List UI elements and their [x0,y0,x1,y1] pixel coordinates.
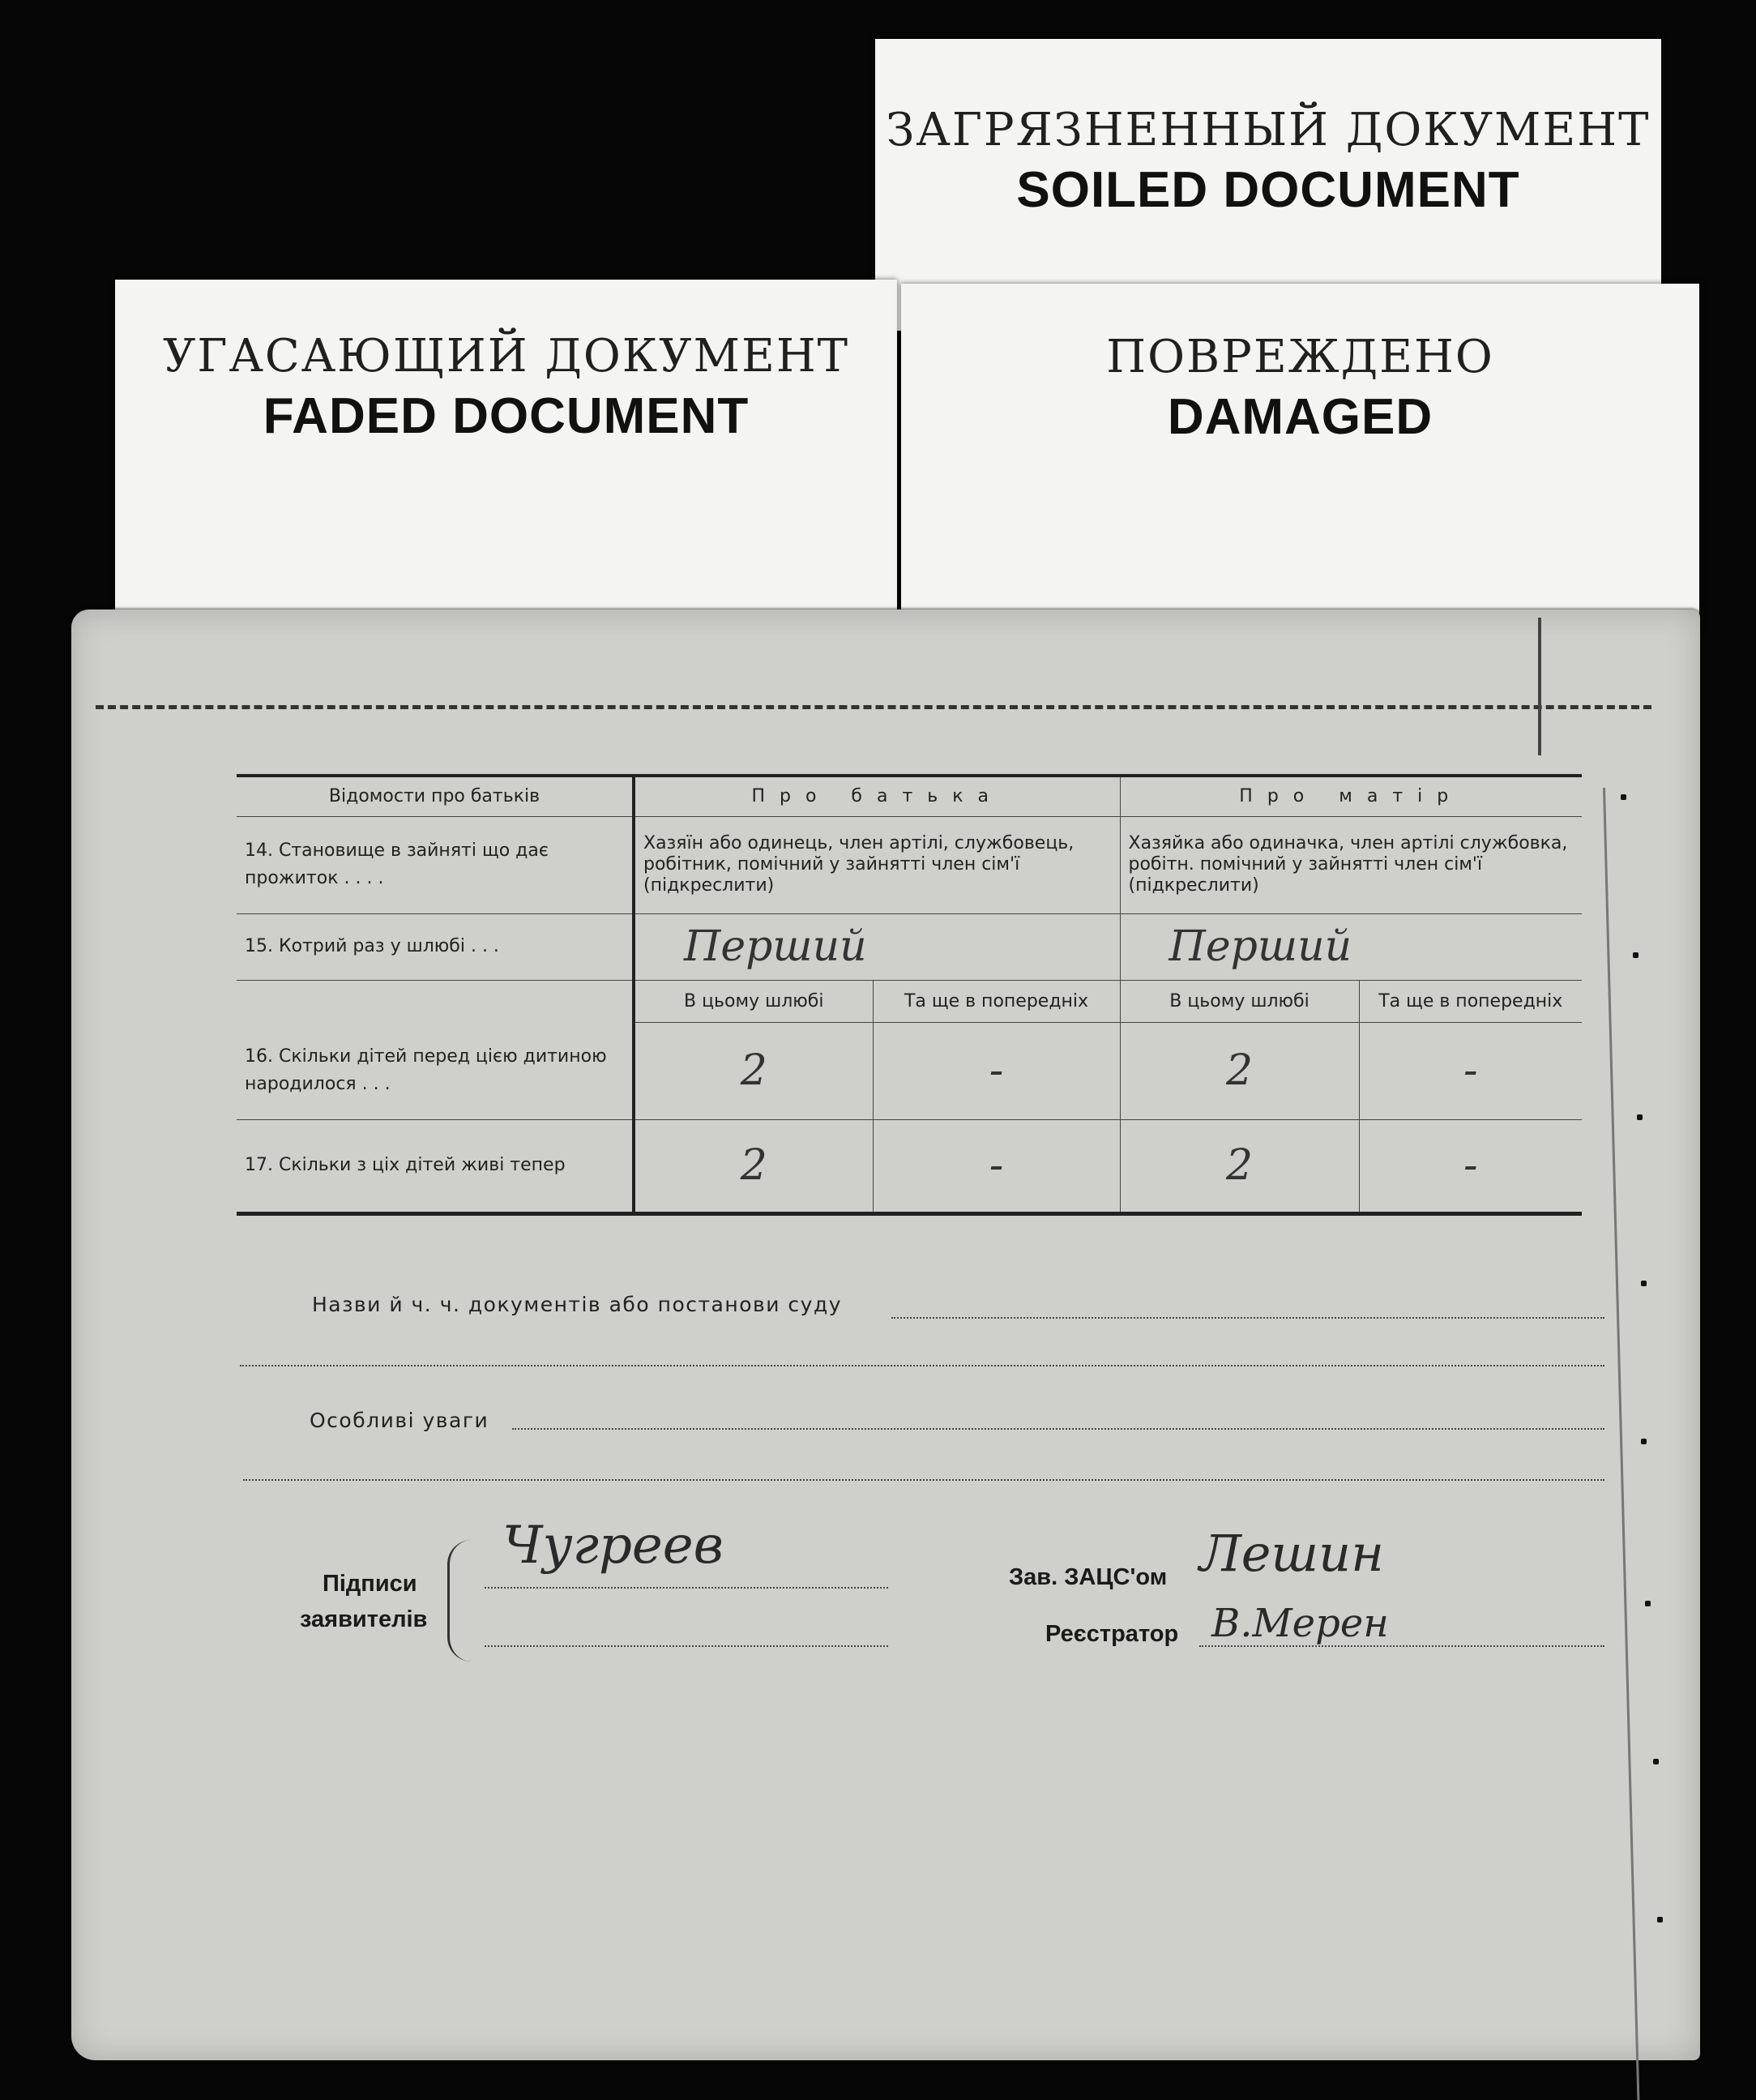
table-row [237,816,1582,913]
subheader-mother-prev: Та ще в попередніх [1359,980,1582,1022]
applicants-label-1: Підписи [323,1571,417,1597]
subheader-father-prev: Та ще в попередніх [873,980,1120,1022]
faded-notice-en: FADED DOCUMENT [263,388,750,444]
applicants-brace [447,1540,477,1662]
head-zags-label: Зав. ЗАЦС'ом [1009,1564,1168,1590]
faded-document-notice [115,280,897,636]
row17-mother-prev: - [1359,1119,1582,1213]
remarks-line-2 [243,1479,1604,1481]
registrar-signature: В.Мерен [1211,1601,1389,1646]
row17-father-this: 2 [634,1119,873,1213]
damaged-document-notice [901,284,1699,632]
row16-father-this: 2 [634,1022,873,1119]
subheader-blank [237,980,634,1022]
soiled-notice-en: SOILED DOCUMENT [1016,162,1520,218]
table-row [237,1022,1582,1119]
table-subheader-row [237,980,1582,1022]
header-father: Про батька [634,776,1120,816]
documents-label: Назви й ч. ч. документів або постанови суду [312,1293,843,1316]
row15-mother-value: Перший [1120,913,1582,980]
margin-mark [1633,952,1639,958]
row14-mother-options: Хазяйка або одиначка, член артілі службовка, робітн. помічний у зайнятті член сім'ї (підкреслити) [1120,816,1582,913]
row16-father-prev: - [873,1022,1120,1119]
registrar-line [1199,1645,1604,1647]
row17-mother-this: 2 [1120,1119,1359,1213]
soiled-notice-ru: ЗАГРЯЗНЕННЫЙ ДОКУМЕНТ [886,104,1651,156]
margin-mark [1621,794,1626,800]
margin-mark [1641,1281,1647,1286]
head-signature: Лешин [1199,1524,1384,1583]
row17-label: 17. Скільки з ціх дітей живі тепер [237,1119,634,1213]
row15-label: 15. Котрий раз у шлюбі . . . [237,913,634,980]
documents-line-2 [240,1365,1604,1366]
applicant-signature-line-2 [485,1645,888,1647]
margin-mark [1637,1114,1643,1120]
subheader-father-this: В цьому шлюбі [634,980,873,1022]
row14-father-options: Хазяїн або одинець, член артілі, службовець, робітник, помічний у зайнятті член сім'ї (підкреслити) [634,816,1120,913]
row16-label: 16. Скільки дітей перед цією дитиною народилося . . . [237,1022,634,1119]
row16-mother-this: 2 [1120,1022,1359,1119]
perforation-line [96,705,1651,709]
applicants-label-2: заявителів [300,1606,428,1632]
margin-mark [1645,1601,1651,1606]
subheader-mother-this: В цьому шлюбі [1120,980,1359,1022]
row15-father-value: Перший [634,913,1120,980]
header-mother: Про матір [1120,776,1582,816]
table-header-row [237,776,1582,816]
margin-mark [1641,1439,1647,1444]
parents-info-table [237,774,1582,1216]
row14-label: 14. Становище в зайняті що дає прожиток . . . . [237,816,634,913]
margin-line [1538,618,1541,755]
table-row [237,913,1582,980]
margin-mark [1653,1759,1659,1764]
remarks-label: Особливі уваги [310,1409,489,1432]
registrar-label: Реєстратор [1045,1621,1179,1647]
applicant-signature-line [485,1587,888,1589]
table-row [237,1119,1582,1213]
remarks-line [512,1428,1604,1430]
header-parents-info: Відомости про батьків [237,776,634,816]
applicant-signature: Чугреев [502,1516,724,1576]
fold-line [1603,788,1639,2100]
margin-mark [1657,1917,1663,1923]
row16-mother-prev: - [1359,1022,1582,1119]
faded-notice-ru: УГАСАЮЩИЙ ДОКУМЕНТ [162,330,850,383]
damaged-notice-ru: ПОВРЕЖДЕНО [1106,331,1494,383]
row17-father-prev: - [873,1119,1120,1213]
damaged-notice-en: DAMAGED [1167,389,1433,445]
documents-line [891,1317,1604,1319]
